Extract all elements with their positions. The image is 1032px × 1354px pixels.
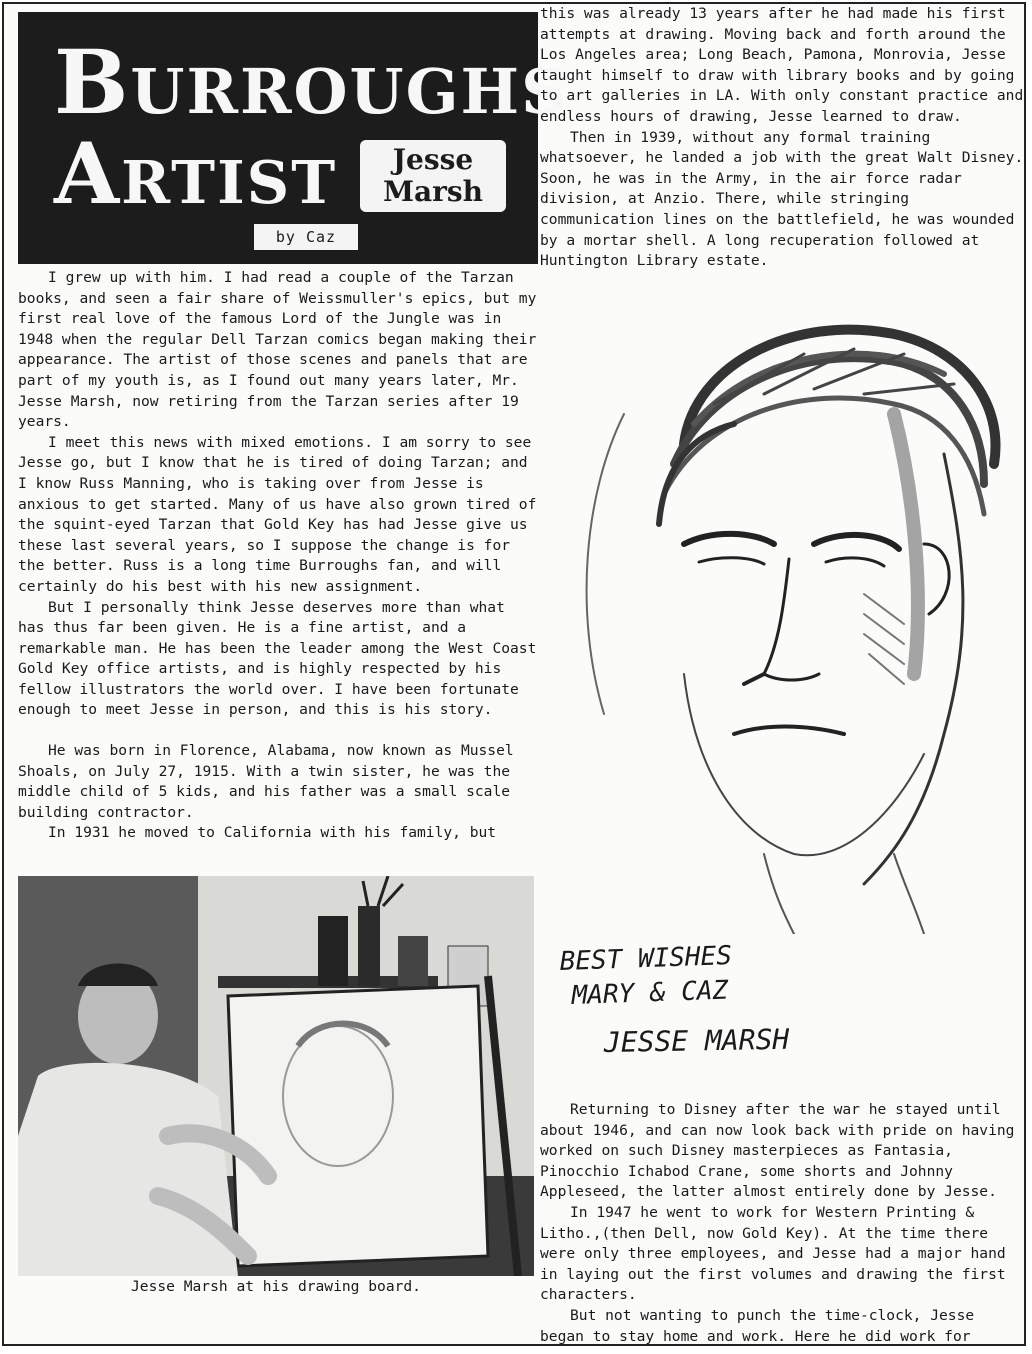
paragraph: I grew up with him. I had read a couple of the Tarzan books, and seen a fair share of Weissmuller's epics, but my first real love of the famous Lord of the Jungle was in 1948 when the regular Dell Tarzan comics began making their appearance. The artist of those scenes and panels that are part of my youth is, as I found out many years later, Mr. Jesse Marsh, now retiring from the Tarzan series after 19 years. [18, 269, 537, 431]
paragraph: But not wanting to punch the time-clock, Jesse began to stay home and work. Here he did work for [540, 1306, 975, 1345]
autograph-inscription [552, 934, 882, 1074]
title-burroughs: Burroughs [54, 30, 568, 134]
autograph-signature: JESSE MARSH [603, 1022, 790, 1059]
paragraph: In 1931 he moved to California with his family, but [48, 824, 497, 842]
magazine-page [2, 2, 1026, 1346]
paragraph: He was born in Florence, Alabama, now known as Mussel Shoals, on July 27, 1915. With a twin sister, he was the middle child of 5 kids, and his father was a small scale building contractor. [18, 742, 514, 821]
photo-caption: Jesse Marsh at his drawing board. [131, 1278, 421, 1295]
name-last: Marsh [382, 175, 483, 208]
byline: by Caz [254, 224, 358, 250]
title-artist: Artist [54, 124, 338, 223]
article-right-column-top [540, 4, 1024, 272]
artist-photo [18, 876, 534, 1276]
paragraph: In 1947 he went to work for Western Printing & Litho.,(then Dell, now Gold Key). At the time there were only three employees, and Jesse had a major hand in laying out the first volumes and drawing the first characters. [540, 1203, 1006, 1304]
paragraph: Then in 1939, without any formal training whatsoever, he landed a job with the great Walt Disney. Soon, he was in the Army, in the air force radar division, at Anzio. There, while stringing communication lines on the battlefield, he was wounded by a mortar shell. A long recuperation followed at Huntington Library estate. [540, 128, 1024, 270]
title-banner [18, 12, 568, 264]
paragraph: Returning to Disney after the war he stayed until about 1946, and can now look back with pride on having worked on such Disney masterpieces as Fantasia, Pinocchio Ichabod Crane, some shorts and Johnny Appleseed, the latter almost entirely done by Jesse. [540, 1101, 1015, 1201]
paragraph: this was already 13 years after he had made his first attempts at drawing. Moving back and forth around the Los Angeles area; Long Beach, Pamona, Monrovia, Jesse taught himself to draw with library books and by going to art galleries in LA. With only constant practice and endless hours of drawing, Jesse learned to draw. [540, 5, 1024, 125]
autograph-line1: BEST WISHES [559, 941, 733, 977]
name-badge [360, 140, 506, 212]
autograph-line2: MARY & CAZ [571, 975, 729, 1011]
paragraph: I meet this news with mixed emotions. I am sorry to see Jesse go, but I know that he is tired of doing Tarzan; and I know Russ Manning, who is taking over from Jesse is anxious to get started. Many of us have also grown tired of the squint-eyed Tarzan that Gold Key has had Jesse give us these last several years, so I suppose the change is for the better. Russ is a long time Burroughs fan, and will certainly do his best with his new assignment. [18, 433, 537, 595]
name-first: Jesse [392, 143, 474, 176]
paragraph: But I personally think Jesse deserves more than what has thus far been given. He is a fine artist, and a remarkable man. He has been the leader among the West Coast Gold Key office artists, and is highly respected by his fellow illustrators the world over. I have been fortunate enough to meet Jesse in person, and this is his story. [18, 598, 537, 719]
article-right-column-bottom [540, 1100, 1024, 1346]
tarzan-sketch-illustration [564, 294, 1024, 934]
photo-drawing-board-scene [18, 876, 534, 1276]
article-left-column [18, 268, 540, 844]
